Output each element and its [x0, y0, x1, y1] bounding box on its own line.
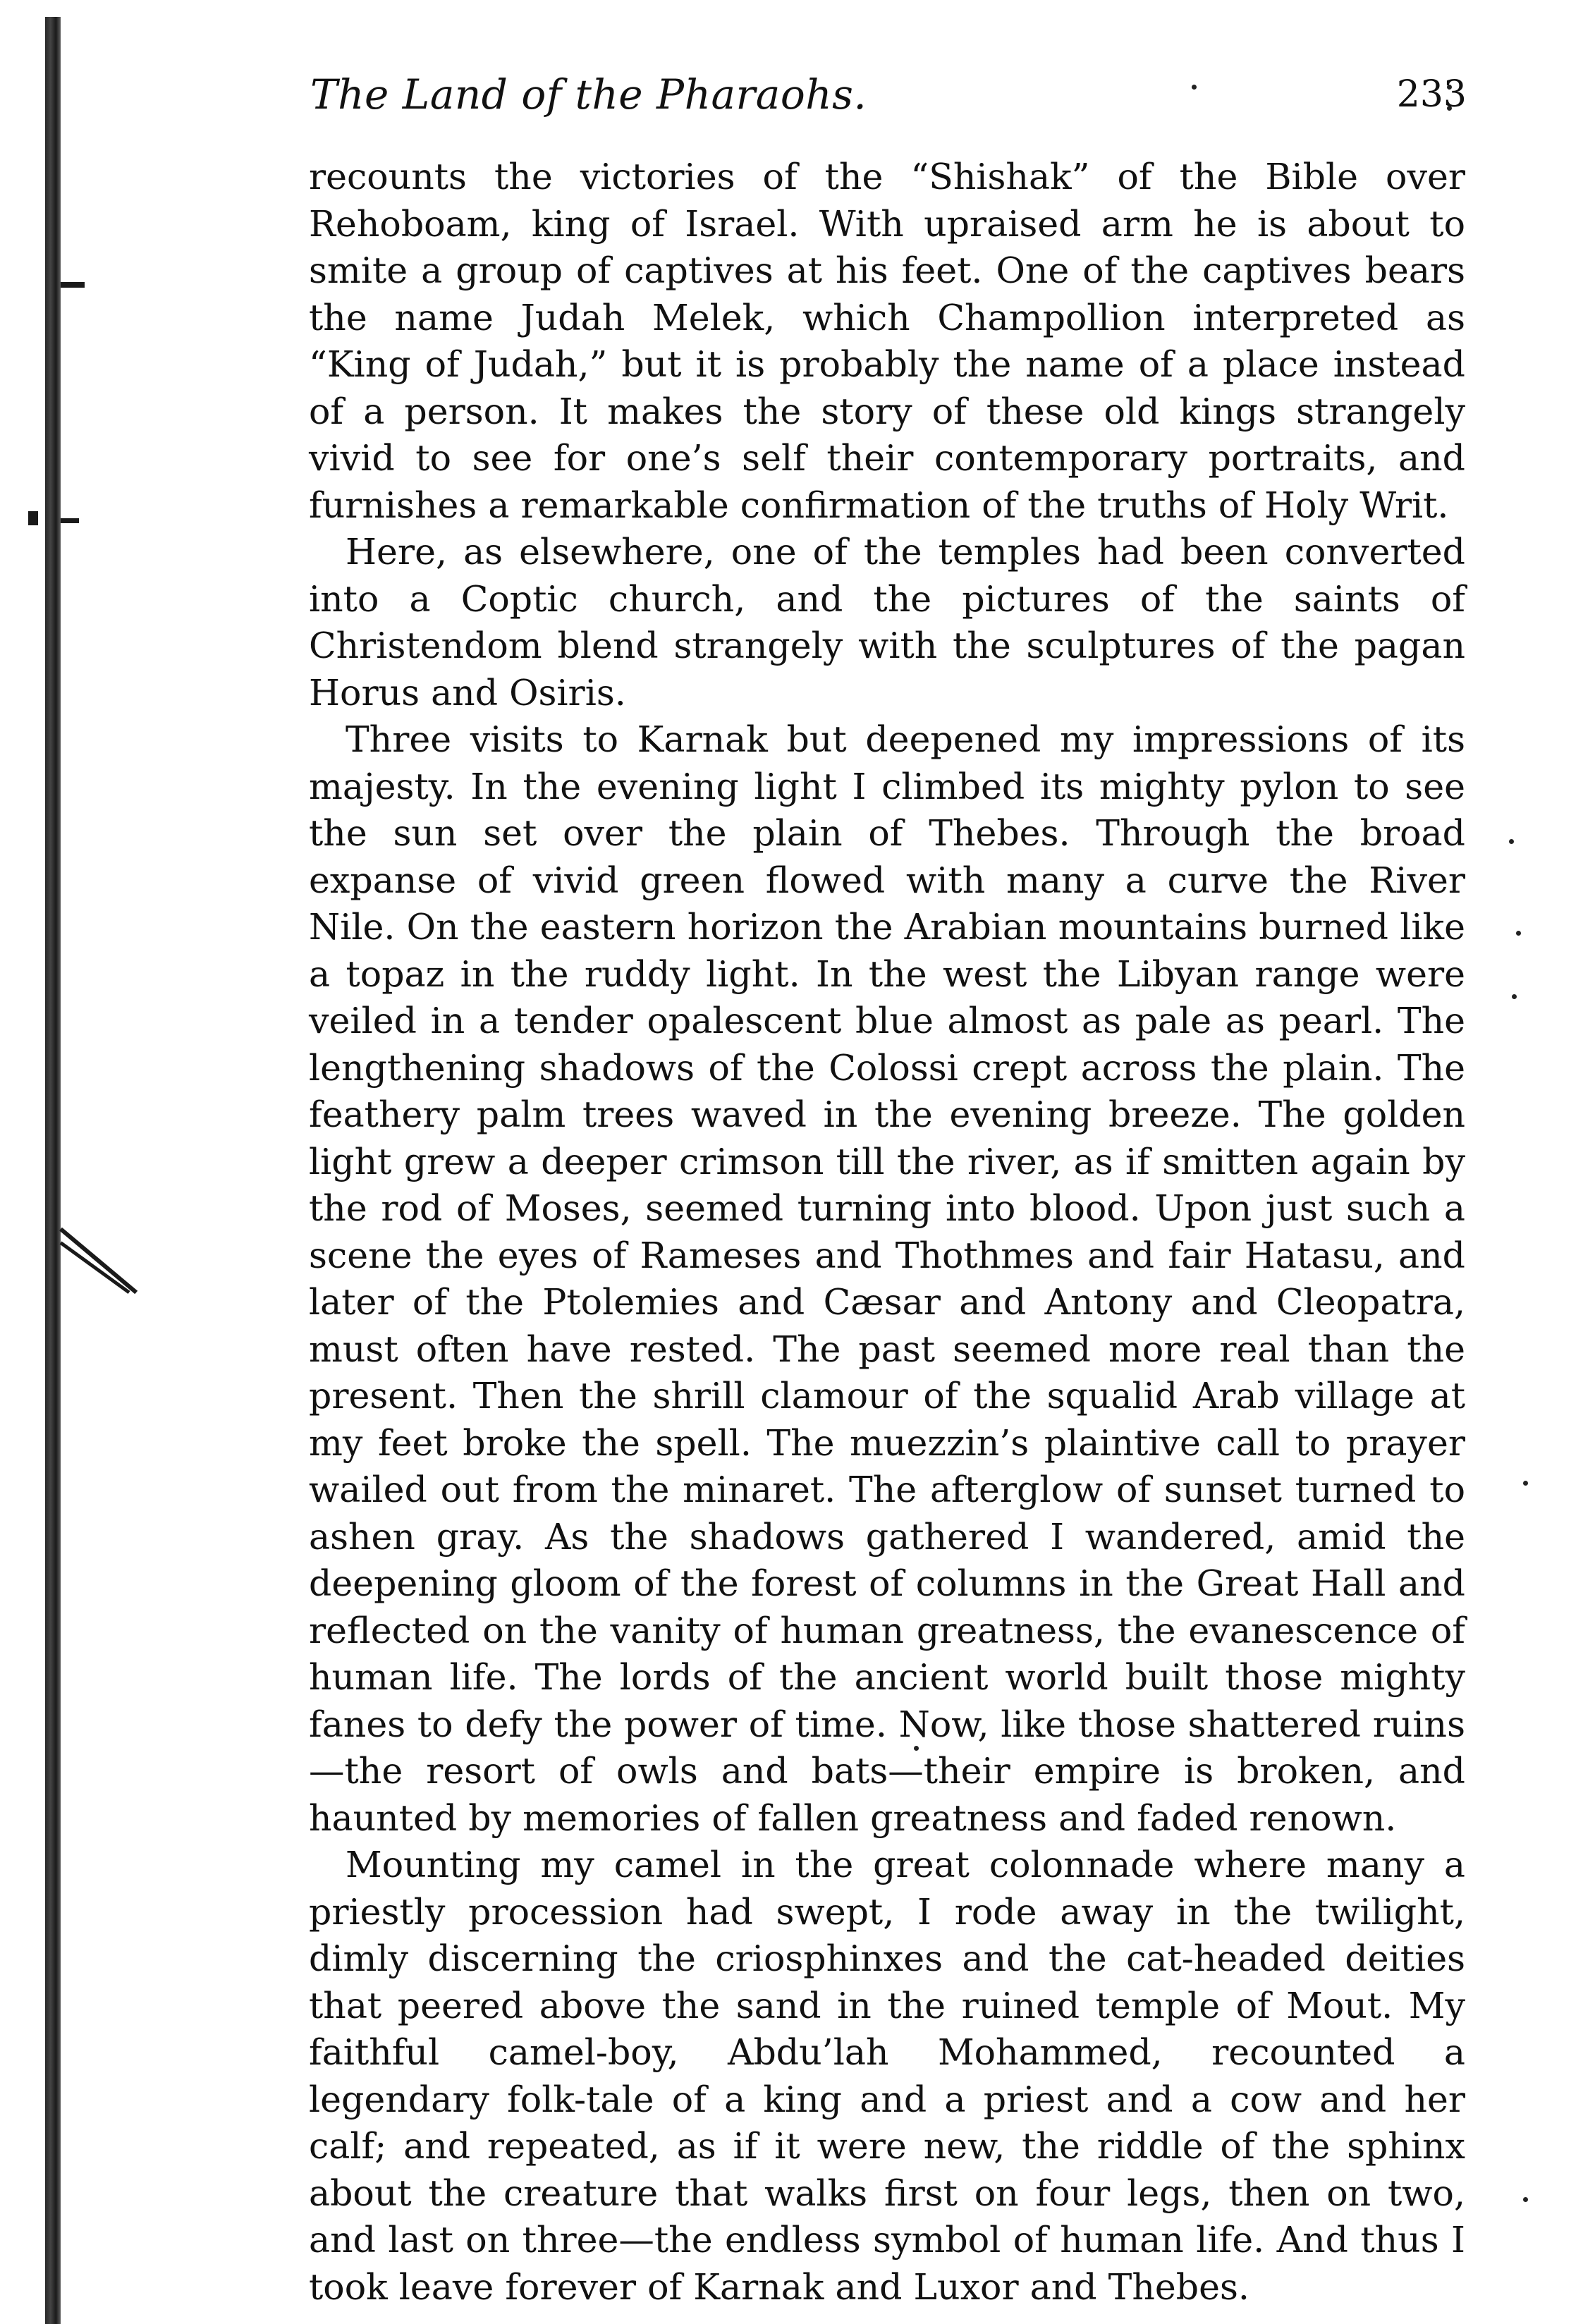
body-text	[309, 154, 1465, 2311]
running-title: The Land of the Pharaohs.	[310, 71, 867, 118]
gutter-mark	[60, 1241, 130, 1294]
scan-speck	[1512, 994, 1517, 999]
paragraph: recounts the victories of the “Shishak” of the Bible over Rehoboam, king of Israel. With upraised arm he is about to smite a group of captives at his feet. One of the captives bears the name Judah Melek, which Champollion interpreted as “King of Judah,” but it is probably the name of a place instead of a person. It makes the story of these old kings strangely vivid to see for one’s self their contemporary portraits, and furnishes a remarkable confirmation of the truths of Holy Writ.	[309, 156, 1465, 526]
paragraph: Three visits to Karnak but deepened my impressions of its majesty. In the evening light I climbed its mighty pylon to see the sun set over the plain of Thebes. Through the broad expanse of vivid green flowed with many a curve the River Nile. On the eastern horizon the Arabian mountains burned like a topaz in the ruddy light. In the west the Libyan range were veiled in a tender opalescent blue almost as pale as pearl. The lengthening shadows of the Colossi crept across the plain. The feathery palm trees waved in the evening breeze. The golden light grew a deeper crimson till the river, as if smitten again by the rod of Moses, seemed turning into blood. Upon just such a scene the eyes of Rameses and Thothmes and fair Hatasu, and later of the Ptolemies and Cæsar and Antony and Cleopatra, must often have rested. The past seemed more real than the present. Then the shrill clamour of the squalid Arab village at my feet broke the spell. The muezzin’s plaintive call to prayer wailed out from the minaret. The afterglow of sunset turned to ashen gray. As the shadows gathered I wandered, amid the deepening gloom of the forest of columns in the Great Hall and reflected on the vanity of human greatness, the evanescence of human life. The lords of the ancient world built those mighty fanes to defy the power of time. Now, like those shattered ruins—the resort of owls and bats—their empire is broken, and haunted by memories of fallen greatness and faded renown.	[309, 718, 1465, 1839]
paragraph: Here, as elsewhere, one of the temples had been converted into a Coptic church, and the pictures of the saints of Christendom blend strangely with the sculptures of the pagan Horus and Osiris.	[309, 531, 1465, 714]
page-gutter-shadow	[45, 17, 61, 2324]
gutter-mark	[61, 282, 85, 288]
gutter-mark	[59, 1228, 138, 1295]
scan-speck	[1509, 839, 1514, 844]
scan-speck	[1523, 2197, 1528, 2202]
scan-speck	[1516, 931, 1521, 936]
page-number: 233	[1396, 73, 1467, 116]
paragraph: Mounting my camel in the great colonnade where many a priestly procession had swept, I rode away in the twilight, dimly discerning the criosphinxes and the cat-headed deities that peered above the sand in the ruined temple of Mout. My faithful camel-boy, Abdu’lah Mohammed, recounted a legendary folk-tale of a king and a priest and a cow and her calf; and repeated, as if it were new, the riddle of the sphinx about the creature that walks first on four legs, then on two, and last on three—the endless symbol of human life. And thus I took leave forever of Karnak and Luxor and Thebes.	[309, 1844, 1465, 2308]
scan-speck	[1523, 1481, 1528, 1486]
page-header	[0, 71, 1467, 127]
gutter-mark	[28, 511, 38, 525]
gutter-mark	[61, 518, 79, 523]
